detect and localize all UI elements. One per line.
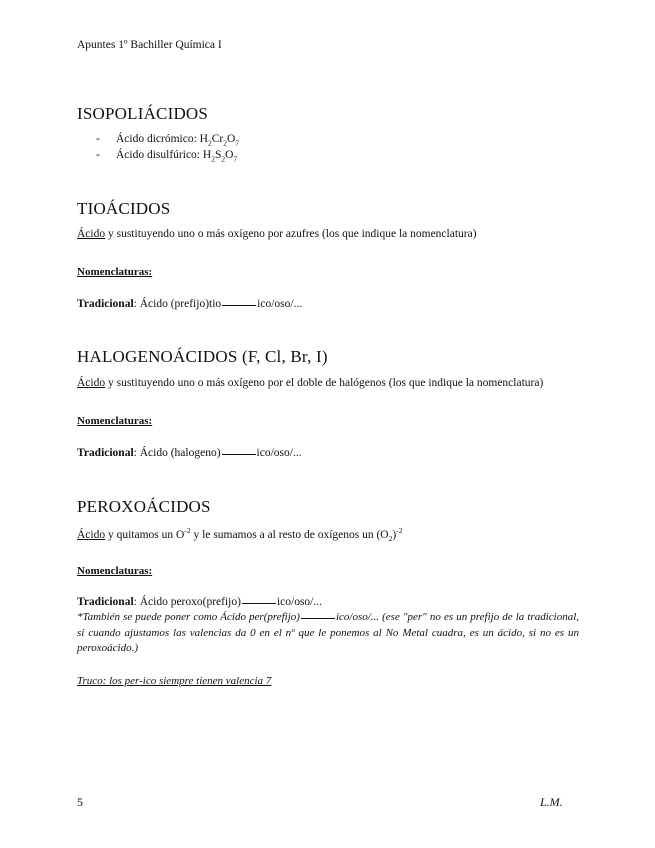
peroxoacidos-nomenclaturas-heading: Nomenclaturas: xyxy=(77,565,153,577)
halogenoacidos-tradicional: Tradicional: Ácido (halogeno) ico/oso/... xyxy=(77,447,302,459)
section-title-isopoliacidos: ISOPOLIÁCIDOS xyxy=(77,104,209,123)
list-item: - Ácido dicrómico: $H_2Cr_2O_7$ xyxy=(96,133,240,148)
section-title-peroxoacidos: PEROXOÁCIDOS xyxy=(77,497,211,516)
tioacidos-tradicional: Tradicional: Ácido (prefijo)tio ico/oso/... xyxy=(77,298,303,310)
author-initials: L.M. xyxy=(540,795,563,809)
halogenoacidos-nomenclaturas-heading: Nomenclaturas: xyxy=(77,415,153,427)
peroxoacidos-description: Ácido y quitamos un $O^{-2}$ y le sumamos a al resto de oxígenos un $(O_2)^{-2}$ xyxy=(77,526,403,544)
peroxoacidos-tradicional: Tradicional: Ácido peroxo(prefijo) ico/oso/... xyxy=(77,596,322,608)
page-header: Apuntes 1º Bachiller Química I xyxy=(77,39,222,51)
truco-tip: Truco: los per-ico siempre tienen valencia 7 xyxy=(77,675,272,687)
peroxoacidos-note: *También se puede poner como Ácido per(prefijo) ico/oso/... (ese "per" no es un prefijo de la tradicional, si cuando ajustamos las valencias da 0 en el nº que le ponemos al No Metal cuadra, es un ácido, si no es un peroxoácido.) xyxy=(77,611,580,654)
halogenoacidos-description: Ácido y sustituyendo uno o más oxígeno por el doble de halógenos (los que indique la nomenclatura) xyxy=(77,377,544,389)
tioacidos-description: Ácido y sustituyendo uno o más oxígeno por azufres (los que indique la nomenclatura) xyxy=(77,228,477,240)
section-title-tioacidos: TIOÁCIDOS xyxy=(77,199,171,218)
list-item: - Ácido disulfúrico: $H_2S_2O_7$ xyxy=(96,149,238,164)
section-title-halogenoacidos: HALOGENOÁCIDOS (F, Cl, Br, I) xyxy=(77,347,328,366)
tioacidos-nomenclaturas-heading: Nomenclaturas: xyxy=(77,266,153,278)
page-number: 5 xyxy=(77,795,83,809)
